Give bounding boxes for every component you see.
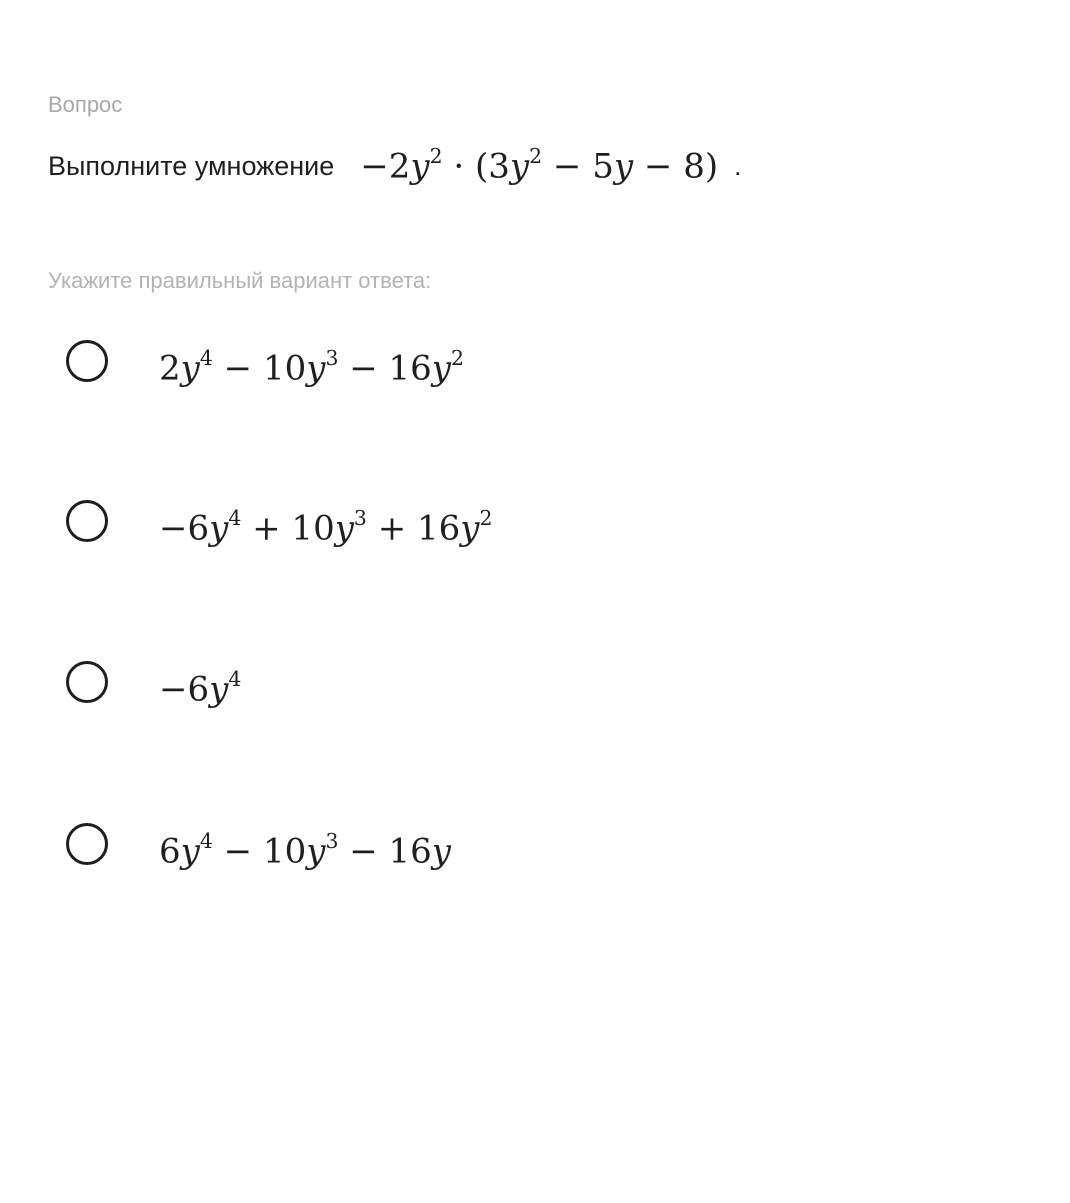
radio-button[interactable] (66, 500, 108, 542)
radio-button[interactable] (66, 340, 108, 382)
option-expression: $-6y^4 + 10y^3 + 16y^2$ (159, 506, 493, 549)
question-expression: $-2y^2 \cdot (3y^2 - 5y - 8)$ (360, 143, 719, 187)
answer-hint: Укажите правильный вариант ответа: (48, 268, 432, 293)
answer-option-4[interactable] (66, 823, 766, 883)
answer-option-3[interactable] (66, 661, 766, 721)
question (48, 140, 741, 192)
radio-button[interactable] (66, 661, 108, 703)
option-expression: $2y^4 - 10y^3 - 16y^2$ (159, 346, 464, 389)
answer-option-2[interactable] (66, 500, 766, 560)
answer-option-1[interactable] (66, 340, 766, 400)
question-trailing-dot: . (734, 150, 742, 181)
question-text: Выполните умножение (48, 150, 335, 181)
option-expression: $-6y^4$ (159, 667, 242, 710)
section-label: Вопрос (48, 92, 123, 117)
option-expression: $6y^4 - 10y^3 - 16y$ (159, 829, 452, 872)
radio-button[interactable] (66, 823, 108, 865)
